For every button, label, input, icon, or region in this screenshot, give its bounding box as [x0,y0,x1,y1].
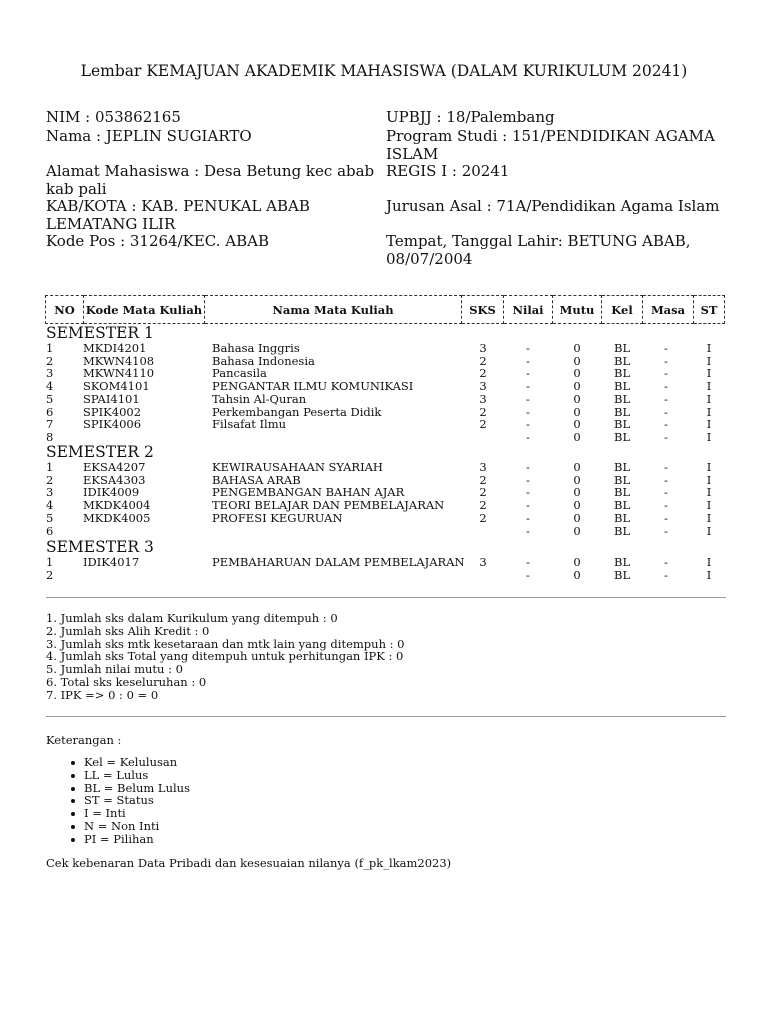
cell-nilai: - [526,510,530,525]
cell-nama: Pancasila [212,366,267,381]
cell-kode: MKWN4108 [83,353,155,368]
cell-no: 2 [46,472,54,487]
header-sks: SKS [462,296,504,324]
cell-kode: IDIK4017 [83,555,140,569]
summary-item: 7. IPK => 0 : 0 = 0 [46,687,159,702]
cell-no: 7 [46,417,54,432]
cell-mutu: 0 [573,366,581,381]
cell-nilai: - [526,366,530,381]
bullet-icon [71,774,75,778]
cell-kel: BL [614,429,631,444]
cell-kel: BL [614,341,631,355]
alamat-field: Alamat Mahasiswa : Desa Betung kec abab kab pali [46,162,375,198]
cell-sks: 3 [479,555,487,569]
cell-masa: - [664,472,668,487]
cell-kode: IDIK4009 [83,485,140,500]
cell-no: 2 [46,567,54,582]
table-row [0,512,768,525]
table-row [0,418,768,431]
keterangan-label: Keterangan : [46,733,122,747]
document-title: Lembar KEMAJUAN AKADEMIK MAHASISWA (DALAM KURIKULUM 20241) [80,62,688,80]
cell-nilai: - [526,353,530,368]
cell-mutu: 0 [573,523,581,538]
cell-sks: 2 [479,498,487,513]
semester-title: SEMESTER 1 [46,324,154,342]
cell-st: I [706,460,712,474]
cell-kode: EKSA4303 [83,472,146,487]
cell-kode: MKDK4005 [83,510,151,525]
cell-sks: 2 [479,472,487,487]
cell-st: I [706,366,712,381]
cell-no: 4 [46,498,54,513]
cell-mutu: 0 [573,341,581,355]
cell-kel: BL [614,555,631,569]
cell-sks: 2 [479,404,487,419]
semester-title: SEMESTER 3 [46,538,154,556]
cell-mutu: 0 [573,379,581,394]
cell-nilai: - [526,555,530,569]
cell-kode: SPIK4002 [83,404,142,419]
bullet-icon [71,812,75,816]
cell-mutu: 0 [573,404,581,419]
cell-st: I [706,391,712,406]
cell-mutu: 0 [573,555,581,569]
cell-nama: PENGEMBANGAN BAHAN AJAR [212,485,405,500]
cell-mutu: 0 [573,417,581,432]
bullet-icon [71,825,75,829]
header-nilai: Nilai [504,296,553,324]
cell-kode: SPAI4101 [83,391,140,406]
cell-nilai: - [526,460,530,474]
nama-field: Nama : JEPLIN SUGIARTO [46,127,252,145]
cell-sks: 2 [479,353,487,368]
cell-st: I [706,523,712,538]
header-kode: Kode Mata Kuliah [84,296,205,324]
cell-nilai: - [526,391,530,406]
bullet-icon [71,787,75,791]
cell-nama: PENGANTAR ILMU KOMUNIKASI [212,379,414,394]
header-kel: Kel [602,296,643,324]
summary-item: 5. Jumlah nilai mutu : 0 [46,662,183,677]
cell-sks: 3 [479,391,487,406]
table-row [0,569,768,582]
cell-kel: BL [614,404,631,419]
cell-mutu: 0 [573,429,581,444]
cell-kel: BL [614,366,631,381]
cell-masa: - [664,460,668,474]
cell-nama: BAHASA ARAB [212,472,301,487]
cell-nama: TEORI BELAJAR DAN PEMBELAJARAN [212,498,445,513]
semester-title: SEMESTER 2 [46,443,154,461]
cell-kel: BL [614,523,631,538]
legend-item: N = Non Inti [46,820,190,833]
cell-kel: BL [614,472,631,487]
cell-kode: SKOM4101 [83,379,150,394]
cell-mutu: 0 [573,472,581,487]
cell-no: 6 [46,523,54,538]
course-table-header [45,295,725,324]
cell-st: I [706,567,712,582]
cell-kode: SPIK4006 [83,417,142,432]
table-row [0,556,768,569]
cell-st: I [706,404,712,419]
header-mutu: Mutu [553,296,602,324]
summary-item: 4. Jumlah sks Total yang ditempuh untuk perhitungan IPK : 0 [46,649,404,664]
cell-mutu: 0 [573,485,581,500]
nim-field: NIM : 053862165 [46,108,181,126]
cell-kel: BL [614,567,631,582]
tempat-tanggal-lahir-field: Tempat, Tanggal Lahir: BETUNG ABAB, 08/07/2004 [386,232,691,268]
cell-nama: Tahsin Al-Quran [212,391,307,406]
divider [46,716,726,717]
cell-nilai: - [526,485,530,500]
cell-kel: BL [614,460,631,474]
cell-no: 5 [46,510,54,525]
regis-field: REGIS I : 20241 [386,162,510,180]
cell-nilai: - [526,523,530,538]
cell-masa: - [664,341,668,355]
cell-no: 6 [46,404,54,419]
cell-kel: BL [614,485,631,500]
cell-nilai: - [526,417,530,432]
cell-masa: - [664,366,668,381]
cell-no: 1 [46,460,54,474]
cell-sks: 2 [479,510,487,525]
legend-item: BL = Belum Lulus [46,782,190,795]
cell-no: 5 [46,391,54,406]
cell-mutu: 0 [573,498,581,513]
cell-kel: BL [614,498,631,513]
header-nama: Nama Mata Kuliah [205,296,462,324]
cell-mutu: 0 [573,460,581,474]
cell-sks: 3 [479,460,487,474]
cell-masa: - [664,404,668,419]
cell-sks: 3 [479,341,487,355]
footnote: Cek kebenaran Data Pribadi dan kesesuaian nilanya (f_pk_lkam2023) [46,856,452,870]
program-studi-field: Program Studi : 151/PENDIDIKAN AGAMA ISLAM [386,127,715,163]
cell-st: I [706,417,712,432]
cell-nama: Bahasa Indonesia [212,353,315,368]
summary-item: 2. Jumlah sks Alih Kredit : 0 [46,623,210,638]
cell-kode: MKDI4201 [83,341,147,355]
jurusan-asal-field: Jurusan Asal : 71A/Pendidikan Agama Islam [386,197,720,215]
cell-nilai: - [526,379,530,394]
cell-no: 3 [46,366,54,381]
header-masa: Masa [643,296,694,324]
cell-sks: 2 [479,417,487,432]
cell-nama: Filsafat Ilmu [212,417,287,432]
cell-kel: BL [614,417,631,432]
cell-st: I [706,555,712,569]
cell-mutu: 0 [573,353,581,368]
cell-nilai: - [526,341,530,355]
summary-list [46,612,404,702]
cell-st: I [706,472,712,487]
cell-masa: - [664,353,668,368]
cell-nama: PROFESI KEGURUAN [212,510,343,525]
summary-item: 1. Jumlah sks dalam Kurikulum yang ditempuh : 0 [46,611,338,625]
legend-list [46,756,190,846]
cell-kel: BL [614,391,631,406]
cell-masa: - [664,417,668,432]
table-row [0,431,768,444]
cell-masa: - [664,391,668,406]
cell-kode: MKWN4110 [83,366,155,381]
cell-st: I [706,341,712,355]
cell-st: I [706,429,712,444]
cell-st: I [706,498,712,513]
cell-nilai: - [526,404,530,419]
summary-item: 6. Total sks keseluruhan : 0 [46,674,207,689]
bullet-icon [71,799,75,803]
summary-item: 3. Jumlah sks mtk kesetaraan dan mtk lain yang ditempuh : 0 [46,636,405,651]
cell-sks: 2 [479,366,487,381]
cell-kode: MKDK4004 [83,498,151,513]
legend-item: I = Inti [46,807,190,820]
cell-sks: 3 [479,379,487,394]
cell-st: I [706,353,712,368]
kabkota-field: KAB/KOTA : KAB. PENUKAL ABAB LEMATANG ILIR [46,197,310,233]
divider [46,597,726,598]
kode-pos-field: Kode Pos : 31264/KEC. ABAB [46,232,270,250]
table-row [0,393,768,406]
legend-item: LL = Lulus [46,769,190,782]
legend-item: PI = Pilihan [46,833,190,846]
cell-kel: BL [614,379,631,394]
cell-masa: - [664,555,668,569]
table-row [0,525,768,538]
cell-st: I [706,510,712,525]
cell-nilai: - [526,472,530,487]
cell-nama: KEWIRAUSAHAAN SYARIAH [212,460,383,474]
cell-no: 2 [46,353,54,368]
cell-kel: BL [614,353,631,368]
cell-no: 8 [46,429,54,444]
legend-item: ST = Status [46,794,190,807]
header-no: NO [46,296,84,324]
cell-nama: Perkembangan Peserta Didik [212,404,382,419]
cell-no: 1 [46,555,54,569]
cell-masa: - [664,567,668,582]
cell-nama: Bahasa Inggris [212,341,300,355]
legend-item: Kel = Kelulusan [46,756,190,769]
cell-mutu: 0 [573,567,581,582]
cell-kel: BL [614,510,631,525]
cell-nilai: - [526,429,530,444]
cell-sks: 2 [479,485,487,500]
upbjj-field: UPBJJ : 18/Palembang [386,108,555,126]
cell-kode: EKSA4207 [83,460,146,474]
cell-masa: - [664,498,668,513]
student-info [46,109,726,268]
cell-nilai: - [526,498,530,513]
cell-nilai: - [526,567,530,582]
cell-masa: - [664,485,668,500]
cell-no: 3 [46,485,54,500]
cell-st: I [706,485,712,500]
cell-masa: - [664,429,668,444]
bullet-icon [71,761,75,765]
cell-no: 4 [46,379,54,394]
cell-masa: - [664,523,668,538]
cell-mutu: 0 [573,510,581,525]
bullet-icon [71,838,75,842]
cell-masa: - [664,379,668,394]
cell-nama: PEMBAHARUAN DALAM PEMBELAJARAN [212,555,465,569]
cell-st: I [706,379,712,394]
cell-no: 1 [46,341,54,355]
cell-mutu: 0 [573,391,581,406]
header-st: ST [694,296,725,324]
cell-masa: - [664,510,668,525]
